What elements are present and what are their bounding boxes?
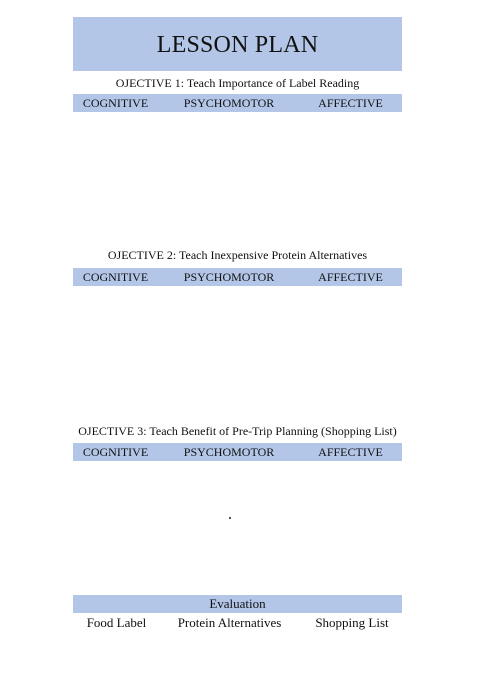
domain-cognitive-label: COGNITIVE — [82, 96, 149, 110]
evaluation-item-shopping-list: Shopping List — [315, 615, 389, 630]
evaluation-items-row — [73, 614, 402, 632]
domain-psychomotor-label: PSYCHOMOTOR — [183, 96, 275, 110]
title-banner — [73, 17, 402, 71]
objective-2-title: OJECTIVE 2: Teach Inexpensive Protein Alternatives — [107, 248, 368, 262]
domain-cognitive-label: COGNITIVE — [82, 445, 149, 459]
domain-psychomotor-label: PSYCHOMOTOR — [183, 270, 275, 284]
domain-affective-label: AFFECTIVE — [318, 270, 383, 284]
evaluation-heading: Evaluation — [73, 595, 402, 613]
domain-affective-label: AFFECTIVE — [318, 96, 383, 110]
evaluation-item-protein-alternatives: Protein Alternatives — [177, 615, 282, 630]
domain-psychomotor-label: PSYCHOMOTOR — [183, 445, 275, 459]
page-title: LESSON PLAN — [156, 31, 319, 58]
objective-3-domain-header — [73, 443, 402, 461]
objective-2-domain-header — [73, 268, 402, 286]
evaluation-item-food-label: Food Label — [86, 615, 147, 630]
domain-cognitive-label: COGNITIVE — [82, 270, 149, 284]
objective-1-title: OJECTIVE 1: Teach Importance of Label Reading — [115, 76, 360, 90]
domain-affective-label: AFFECTIVE — [318, 445, 383, 459]
objective-1-domain-header — [73, 94, 402, 112]
stray-mark — [229, 517, 231, 519]
objective-3-title: OJECTIVE 3: Teach Benefit of Pre-Trip Planning (Shopping List) — [78, 424, 397, 438]
